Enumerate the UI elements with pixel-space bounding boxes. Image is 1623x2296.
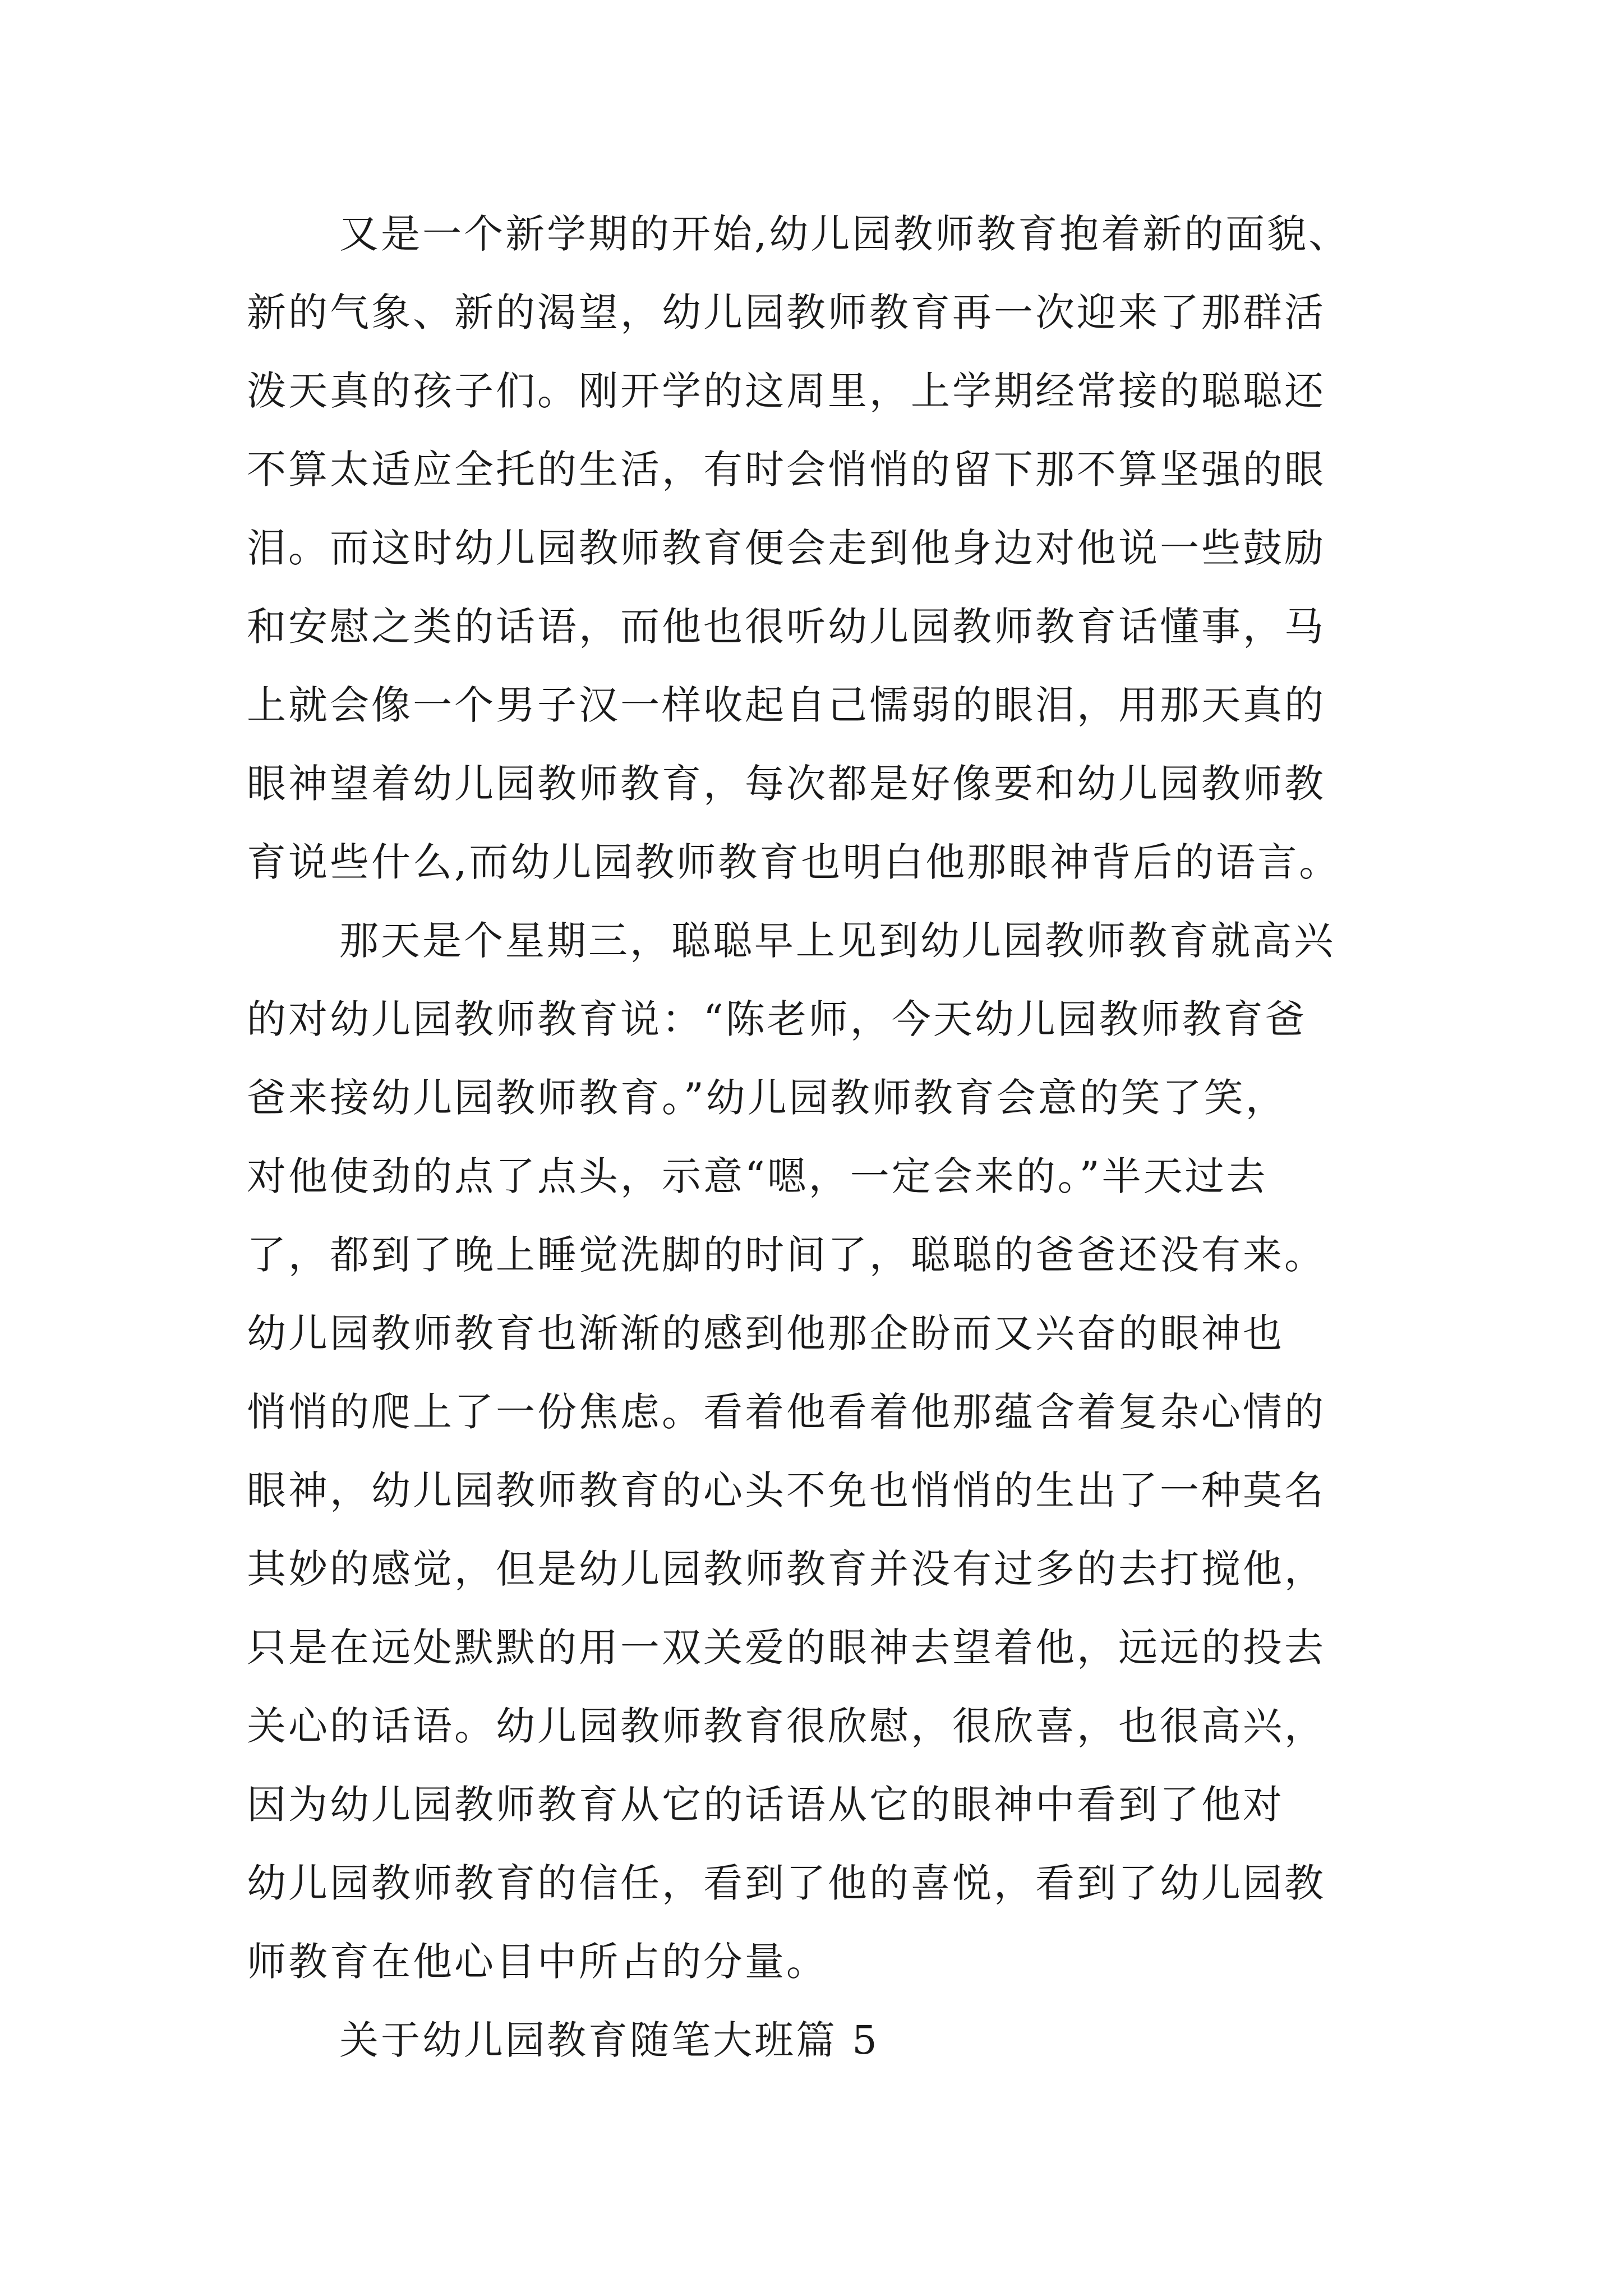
paragraph-1-line-9: 育说些什么,而幼儿园教师教育也明白他那眼神背后的语言。 bbox=[247, 839, 1341, 885]
paragraph-2-line-11: 关心的话语。幼儿园教师教育很欣慰，很欣喜，也很高兴， bbox=[247, 1703, 1326, 1749]
paragraph-1-line-3: 泼天真的孩子们。刚开学的这周里，上学期经常接的聪聪还 bbox=[247, 368, 1326, 414]
section-heading: 关于幼儿园教育随笔大班篇 5 bbox=[339, 2017, 879, 2063]
paragraph-1-line-4: 不算太适应全托的生活，有时会悄悄的留下那不算坚强的眼 bbox=[247, 447, 1326, 493]
paragraph-2-line-9: 其妙的感觉，但是幼儿园教师教育并没有过多的去打搅他， bbox=[247, 1546, 1326, 1592]
paragraph-2-line-2: 的对幼儿园教师教育说：“陈老师，今天幼儿园教师教育爸 bbox=[247, 996, 1307, 1042]
paragraph-1-line-7: 上就会像一个男子汉一样收起自己懦弱的眼泪，用那天真的 bbox=[247, 682, 1326, 728]
paragraph-2-line-4: 对他使劲的点了点头，示意“嗯，一定会来的。”半天过去 bbox=[247, 1153, 1268, 1199]
paragraph-2-line-8: 眼神，幼儿园教师教育的心头不免也悄悄的生出了一种莫名 bbox=[247, 1467, 1326, 1513]
paragraph-2-line-10: 只是在远处默默的用一双关爱的眼神去望着他，远远的投去 bbox=[247, 1625, 1326, 1671]
paragraph-2-line-7: 悄悄的爬上了一份焦虑。看着他看着他那蕴含着复杂心情的 bbox=[247, 1389, 1326, 1435]
paragraph-2-line-13: 幼儿园教师教育的信任，看到了他的喜悦，看到了幼儿园教 bbox=[247, 1860, 1326, 1906]
paragraph-2-line-3: 爸来接幼儿园教师教育。”幼儿园教师教育会意的笑了笑， bbox=[247, 1075, 1287, 1121]
paragraph-2-line-5: 了，都到了晚上睡觉洗脚的时间了，聪聪的爸爸还没有来。 bbox=[247, 1232, 1326, 1278]
paragraph-2-line-6: 幼儿园教师教育也渐渐的感到他那企盼而又兴奋的眼神也 bbox=[247, 1310, 1284, 1356]
paragraph-1-line-2: 新的气象、新的渴望，幼儿园教师教育再一次迎来了那群活 bbox=[247, 289, 1326, 335]
paragraph-1-line-8: 眼神望着幼儿园教师教育，每次都是好像要和幼儿园教师教 bbox=[247, 761, 1326, 807]
paragraph-2-line-1: 那天是个星期三，聪聪早上见到幼儿园教师教育就高兴 bbox=[339, 918, 1335, 964]
paragraph-1-line-5: 泪。而这时幼儿园教师教育便会走到他身边对他说一些鼓励 bbox=[247, 525, 1326, 571]
paragraph-2-line-14: 师教育在他心目中所占的分量。 bbox=[247, 1939, 828, 1985]
paragraph-1-line-6: 和安慰之类的话语，而他也很听幼儿园教师教育话懂事，马 bbox=[247, 604, 1326, 650]
paragraph-1-line-1: 又是一个新学期的开始,幼儿园教师教育抱着新的面貌、 bbox=[339, 211, 1350, 257]
paragraph-2-line-12: 因为幼儿园教师教育从它的话语从它的眼神中看到了他对 bbox=[247, 1782, 1284, 1828]
